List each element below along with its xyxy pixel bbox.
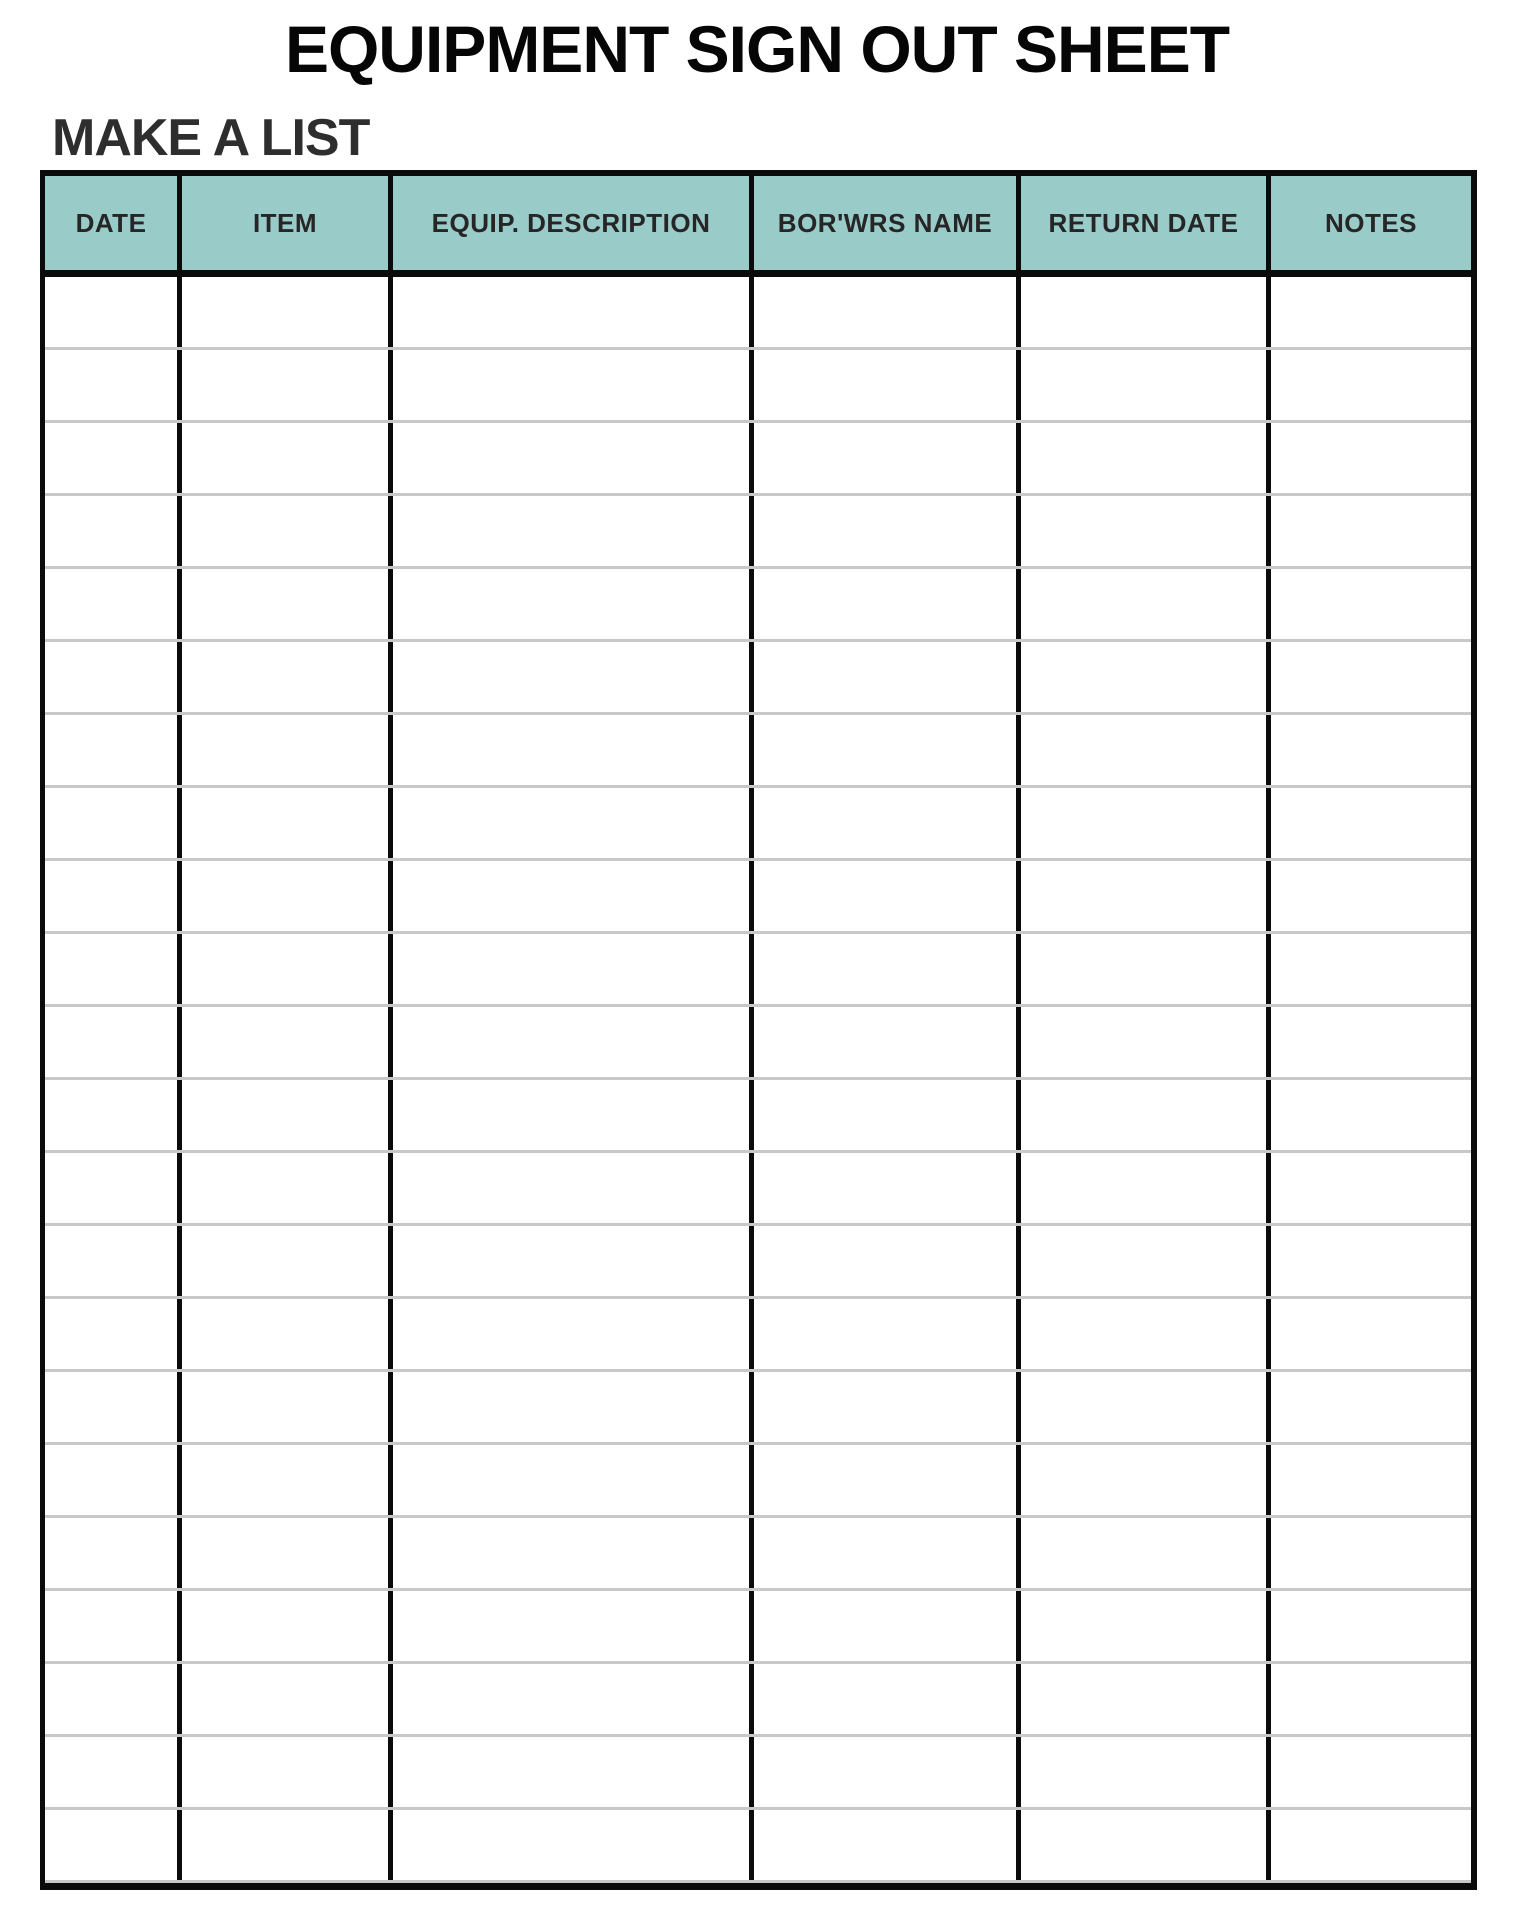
- table-cell[interactable]: [1271, 1810, 1471, 1880]
- table-row: [45, 715, 1471, 788]
- table-cell[interactable]: [1271, 1518, 1471, 1588]
- table-row: [45, 1664, 1471, 1737]
- page-subtitle: MAKE A LIST: [52, 109, 370, 167]
- table-cell[interactable]: [393, 1737, 754, 1807]
- table-cell[interactable]: [45, 1445, 182, 1515]
- table-row: [45, 350, 1471, 423]
- table-row: [45, 1737, 1471, 1810]
- table-cell[interactable]: [754, 788, 1021, 858]
- table-cell[interactable]: [393, 1226, 754, 1296]
- table-cell[interactable]: [182, 496, 393, 566]
- table-cell[interactable]: [182, 1226, 393, 1296]
- table-cell[interactable]: [45, 496, 182, 566]
- table-row: [45, 1226, 1471, 1299]
- table-cell[interactable]: [754, 1445, 1021, 1515]
- table-cell[interactable]: [182, 1518, 393, 1588]
- table-cell[interactable]: [754, 350, 1021, 420]
- table-cell[interactable]: [1021, 350, 1271, 420]
- table-cell[interactable]: [1271, 1080, 1471, 1150]
- table-cell[interactable]: [45, 1664, 182, 1734]
- table-cell[interactable]: [1021, 1226, 1271, 1296]
- table-cell[interactable]: [1271, 1372, 1471, 1442]
- table-cell[interactable]: [45, 1153, 182, 1223]
- table-cell[interactable]: [754, 1007, 1021, 1077]
- table-cell[interactable]: [1021, 1810, 1271, 1880]
- table-row: [45, 934, 1471, 1007]
- table-cell[interactable]: [45, 1226, 182, 1296]
- table-cell[interactable]: [182, 1591, 393, 1661]
- table-cell[interactable]: [45, 423, 182, 493]
- table-cell[interactable]: [1271, 1664, 1471, 1734]
- table-cell[interactable]: [754, 642, 1021, 712]
- table-cell[interactable]: [1021, 1007, 1271, 1077]
- page-title: EQUIPMENT SIGN OUT SHEET: [284, 12, 1230, 86]
- table-cell[interactable]: [754, 277, 1021, 347]
- table-cell[interactable]: [393, 1664, 754, 1734]
- table-cell[interactable]: [754, 1080, 1021, 1150]
- table-cell[interactable]: [754, 496, 1021, 566]
- table-cell[interactable]: [182, 1737, 393, 1807]
- table-cell[interactable]: [754, 861, 1021, 931]
- table-cell[interactable]: [754, 1664, 1021, 1734]
- table-cell[interactable]: [393, 642, 754, 712]
- table-cell[interactable]: [1021, 277, 1271, 347]
- table-cell[interactable]: [1021, 1591, 1271, 1661]
- table-cell[interactable]: [393, 788, 754, 858]
- table-cell[interactable]: [1021, 642, 1271, 712]
- table-cell[interactable]: [393, 277, 754, 347]
- table-row: [45, 1445, 1471, 1518]
- table-cell[interactable]: [45, 350, 182, 420]
- table-cell[interactable]: [1021, 861, 1271, 931]
- table-row: [45, 277, 1471, 350]
- table-cell[interactable]: [1271, 1591, 1471, 1661]
- table-cell[interactable]: [45, 788, 182, 858]
- table-cell[interactable]: [393, 350, 754, 420]
- table-row: [45, 1372, 1471, 1445]
- table-cell[interactable]: [45, 1518, 182, 1588]
- table-cell[interactable]: [393, 423, 754, 493]
- table-cell[interactable]: [754, 1737, 1021, 1807]
- table-cell[interactable]: [182, 1007, 393, 1077]
- table-cell[interactable]: [1021, 715, 1271, 785]
- table-cell[interactable]: [182, 1445, 393, 1515]
- table-cell[interactable]: [1271, 788, 1471, 858]
- column-header-date: DATE: [45, 176, 182, 270]
- table-cell[interactable]: [754, 715, 1021, 785]
- table-cell[interactable]: [1271, 350, 1471, 420]
- table-cell[interactable]: [182, 350, 393, 420]
- table-row: [45, 569, 1471, 642]
- table-cell[interactable]: [45, 934, 182, 1004]
- table-cell[interactable]: [182, 642, 393, 712]
- table-cell[interactable]: [754, 1299, 1021, 1369]
- table-cell[interactable]: [1021, 1664, 1271, 1734]
- table-cell[interactable]: [1271, 1445, 1471, 1515]
- table-row: [45, 642, 1471, 715]
- column-header-return-date: RETURN DATE: [1021, 176, 1271, 270]
- table-cell[interactable]: [182, 1080, 393, 1150]
- table-row: [45, 423, 1471, 496]
- table-cell[interactable]: [1021, 1518, 1271, 1588]
- table-cell[interactable]: [1271, 1737, 1471, 1807]
- table-cell[interactable]: [393, 1372, 754, 1442]
- table-cell[interactable]: [45, 861, 182, 931]
- column-header-equip-description: EQUIP. DESCRIPTION: [393, 176, 754, 270]
- table-cell[interactable]: [393, 1591, 754, 1661]
- table-cell[interactable]: [754, 423, 1021, 493]
- table-cell[interactable]: [182, 861, 393, 931]
- table-cell[interactable]: [754, 1372, 1021, 1442]
- table-cell[interactable]: [754, 1591, 1021, 1661]
- table-cell[interactable]: [1271, 1007, 1471, 1077]
- table-cell[interactable]: [393, 496, 754, 566]
- table-cell[interactable]: [1021, 1080, 1271, 1150]
- table-row: [45, 1591, 1471, 1664]
- table-cell[interactable]: [1021, 496, 1271, 566]
- table-cell[interactable]: [1271, 569, 1471, 639]
- table-cell[interactable]: [393, 1080, 754, 1150]
- table-cell[interactable]: [45, 1372, 182, 1442]
- table-cell[interactable]: [1271, 1299, 1471, 1369]
- table-body: [45, 277, 1471, 1883]
- table-row: [45, 861, 1471, 934]
- table-header-row: [45, 176, 1471, 277]
- table-cell[interactable]: [182, 788, 393, 858]
- table-cell[interactable]: [182, 423, 393, 493]
- table-cell[interactable]: [1021, 788, 1271, 858]
- table-row: [45, 1007, 1471, 1080]
- table-cell[interactable]: [754, 1226, 1021, 1296]
- table-cell[interactable]: [45, 1810, 182, 1880]
- table-cell[interactable]: [1021, 423, 1271, 493]
- table-cell[interactable]: [1021, 1153, 1271, 1223]
- table-row: [45, 1810, 1471, 1883]
- table-cell[interactable]: [1271, 642, 1471, 712]
- table-cell[interactable]: [754, 569, 1021, 639]
- table-cell[interactable]: [1021, 1445, 1271, 1515]
- table-cell[interactable]: [45, 1737, 182, 1807]
- table-row: [45, 1518, 1471, 1591]
- table-cell[interactable]: [182, 934, 393, 1004]
- table-cell[interactable]: [1271, 423, 1471, 493]
- table-cell[interactable]: [393, 1518, 754, 1588]
- table-cell[interactable]: [1271, 1153, 1471, 1223]
- equipment-signout-table: [40, 170, 1477, 1890]
- table-cell[interactable]: [45, 1007, 182, 1077]
- column-header-notes: NOTES: [1324, 207, 1418, 238]
- table-cell[interactable]: [1021, 1737, 1271, 1807]
- table-cell[interactable]: [45, 1299, 182, 1369]
- table-cell[interactable]: [754, 1153, 1021, 1223]
- column-header-borwrs-name: BOR'WRS NAME: [754, 176, 1021, 270]
- table-row: [45, 788, 1471, 861]
- table-row: [45, 1153, 1471, 1226]
- table-cell[interactable]: [393, 1007, 754, 1077]
- table-cell[interactable]: [182, 1299, 393, 1369]
- table-cell[interactable]: [1271, 715, 1471, 785]
- table-row: [45, 1080, 1471, 1153]
- table-cell[interactable]: [182, 1153, 393, 1223]
- table-cell[interactable]: [393, 1299, 754, 1369]
- column-header-item: ITEM: [182, 176, 393, 270]
- table-row: [45, 496, 1471, 569]
- table-cell[interactable]: [45, 1080, 182, 1150]
- table-cell[interactable]: [182, 1372, 393, 1442]
- table-cell[interactable]: [182, 277, 393, 347]
- table-cell[interactable]: [45, 569, 182, 639]
- table-cell[interactable]: [1271, 277, 1471, 347]
- table-cell[interactable]: [393, 861, 754, 931]
- table-cell[interactable]: [45, 715, 182, 785]
- table-cell[interactable]: [45, 642, 182, 712]
- table-cell[interactable]: [393, 569, 754, 639]
- table-cell[interactable]: [754, 1518, 1021, 1588]
- table-cell[interactable]: [1021, 569, 1271, 639]
- table-cell[interactable]: [393, 1153, 754, 1223]
- table-cell[interactable]: [754, 934, 1021, 1004]
- table-cell[interactable]: [1271, 496, 1471, 566]
- table-cell[interactable]: [1271, 861, 1471, 931]
- table-cell[interactable]: [393, 1810, 754, 1880]
- table-cell[interactable]: [182, 1664, 393, 1734]
- table-cell[interactable]: [182, 1810, 393, 1880]
- table-cell[interactable]: [1271, 934, 1471, 1004]
- table-cell[interactable]: [754, 1810, 1021, 1880]
- table-cell[interactable]: [1271, 1226, 1471, 1296]
- table-cell[interactable]: [393, 934, 754, 1004]
- table-cell[interactable]: [45, 1591, 182, 1661]
- table-cell[interactable]: [393, 1445, 754, 1515]
- table-row: [45, 1299, 1471, 1372]
- table-cell[interactable]: [1021, 934, 1271, 1004]
- table-cell[interactable]: [1021, 1299, 1271, 1369]
- table-cell[interactable]: [45, 277, 182, 347]
- table-cell[interactable]: [182, 569, 393, 639]
- table-cell[interactable]: [393, 715, 754, 785]
- table-cell[interactable]: [182, 715, 393, 785]
- table-cell[interactable]: [1021, 1372, 1271, 1442]
